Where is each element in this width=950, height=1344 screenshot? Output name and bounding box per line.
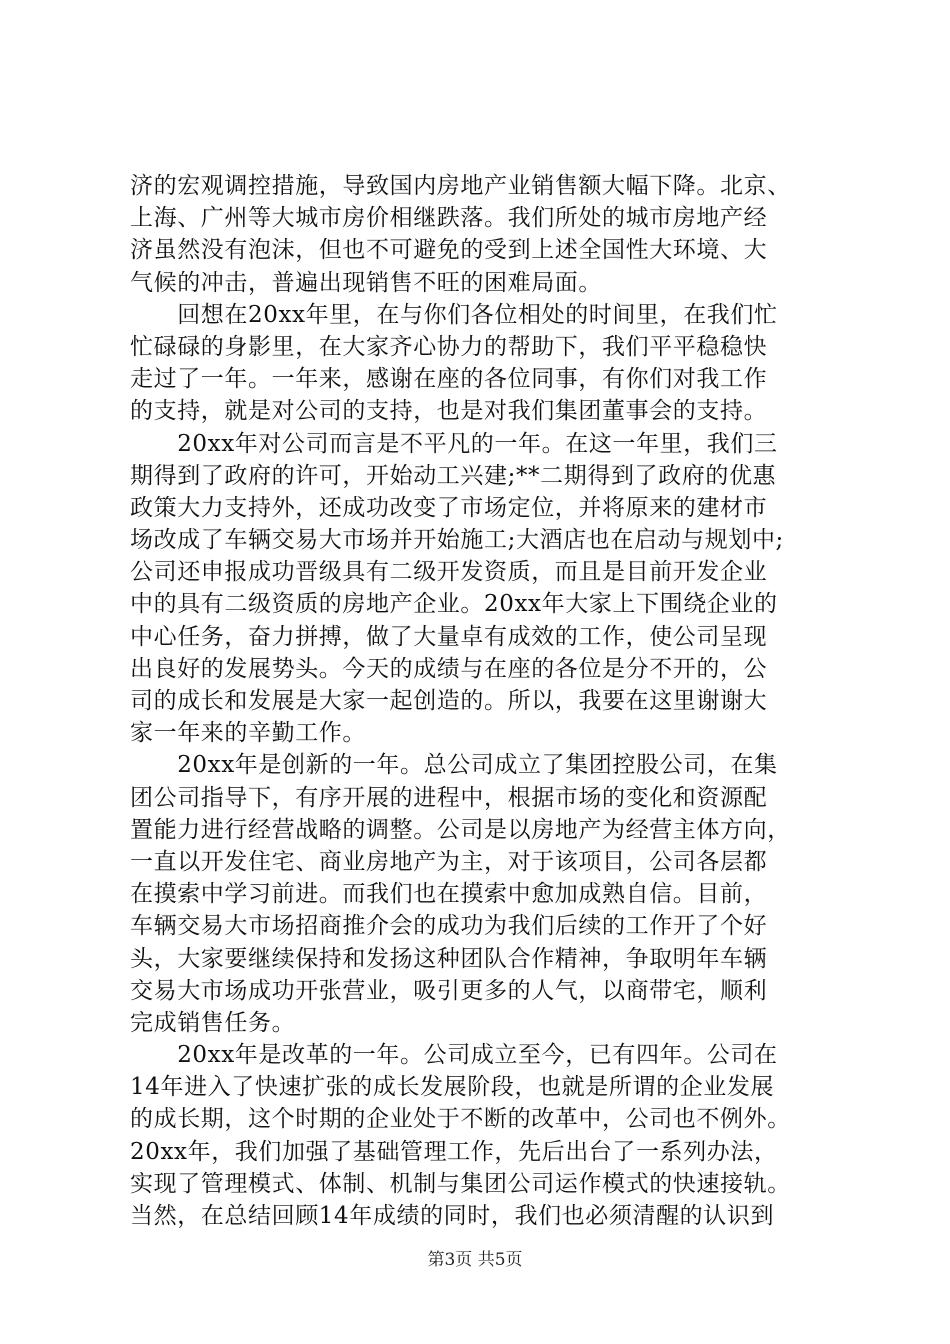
- page-footer: 第3页 共5页: [427, 1250, 523, 1270]
- text-line: 在摸索中学习前进。而我们也在摸索中愈加成熟自信。目前，: [130, 881, 768, 908]
- text-line: 置能力进行经营战略的调整。公司是以房地产为经营主体方向，: [130, 816, 791, 843]
- text-line: 团公司指导下，有序开展的进程中，根据市场的变化和资源配: [130, 784, 768, 811]
- text-line: 实现了管理模式、体制、机制与集团公司运作模式的快速接轨。: [130, 1170, 791, 1197]
- text-line: 的支持，就是对公司的支持，也是对我们集团董事会的支持。: [130, 398, 768, 425]
- text-line: 上海、广州等大城市房价相继跌落。我们所处的城市房地产经: [130, 205, 768, 232]
- text-line: 回想在20xx年里，在与你们各位相处的时间里，在我们忙: [130, 301, 778, 328]
- text-line: 忙碌碌的身影里，在大家齐心协力的帮助下，我们平平稳稳快: [130, 333, 768, 360]
- text-line: 公司还申报成功晋级具有二级开发资质，而且是目前开发企业: [130, 559, 768, 586]
- text-line: 走过了一年。一年来，感谢在座的各位同事，有你们对我工作: [130, 366, 768, 393]
- text-line: 期得到了政府的许可，开始动工兴建;**二期得到了政府的优惠: [130, 462, 777, 489]
- text-line: 济虽然没有泡沫，但也不可避免的受到上述全国性大环境、大: [130, 237, 768, 264]
- text-line: 政策大力支持外，还成功改变了市场定位，并将原来的建材市: [130, 494, 768, 521]
- text-line: 气候的冲击，普遍出现销售不旺的困难局面。: [130, 269, 602, 296]
- text-line: 当然，在总结回顾14年成绩的同时，我们也必须清醒的认识到: [130, 1203, 775, 1229]
- text-line: 出良好的发展势头。今天的成绩与在座的各位是分不开的，公: [130, 655, 768, 682]
- text-line: 20xx年是改革的一年。公司成立至今，已有四年。公司在: [130, 1042, 778, 1069]
- text-line: 车辆交易大市场招商推介会的成功为我们后续的工作开了个好: [130, 913, 768, 940]
- text-line: 司的成长和发展是大家一起创造的。所以，我要在这里谢谢大: [130, 688, 768, 714]
- text-line: 完成销售任务。: [130, 1009, 296, 1036]
- text-line: 交易大市场成功开张营业，吸引更多的人气，以商带宅，顺利: [130, 977, 768, 1004]
- text-line: 中心任务，奋力拼搏，做了大量卓有成效的工作，使公司呈现: [130, 623, 768, 650]
- text-line: 中的具有二级资质的房地产企业。20xx年大家上下围绕企业的: [130, 591, 778, 618]
- text-line: 家一年来的辛勤工作。: [130, 720, 366, 747]
- text-line: 一直以开发住宅、商业房地产为主，对于该项目，公司各层都: [130, 848, 768, 875]
- text-line: 20xx年是创新的一年。总公司成立了集团控股公司，在集: [130, 752, 778, 779]
- text-line: 的成长期，这个时期的企业处于不断的改革中，公司也不例外。: [130, 1106, 791, 1133]
- text-line: 14年进入了快速扩张的成长发展阶段，也就是所谓的企业发展: [130, 1074, 775, 1101]
- text-line: 20xx年对公司而言是不平凡的一年。在这一年里，我们三: [130, 430, 778, 457]
- body-text: [130, 170, 830, 1232]
- text-line: 场改成了车辆交易大市场并开始施工;大酒店也在启动与规划中;: [130, 527, 784, 554]
- text-line: 头，大家要继续保持和发扬这种团队合作精神，争取明年车辆: [130, 945, 768, 972]
- text-line: 20xx年，我们加强了基础管理工作，先后出台了一系列办法，: [130, 1138, 778, 1165]
- text-line: 济的宏观调控措施，导致国内房地产业销售额大幅下降。北京、: [130, 173, 791, 199]
